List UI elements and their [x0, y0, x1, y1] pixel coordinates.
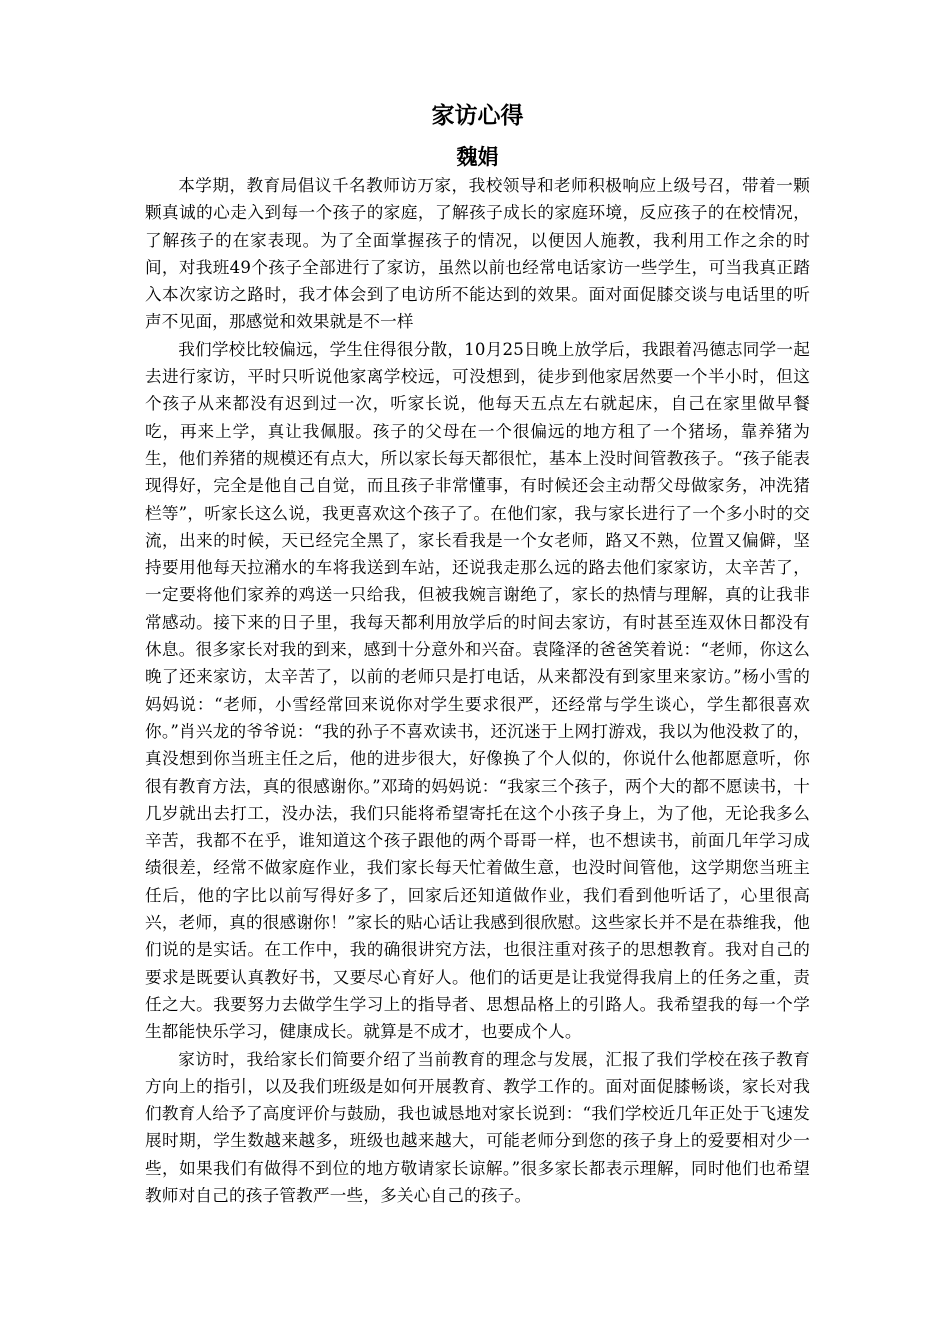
- paragraph-1: 本学期，教育局倡议千名教师访万家，我校领导和老师积极响应上级号召，带着一颗颗真诚的心走入到每一个孩子的家庭，了解孩子成长的家庭环境，反应孩子的在校情况，了解孩子的在家表现。为了全面掌握孩子的情况，以便因人施教，我利用工作之余的时间，对我班49个孩子全部进行了家访，虽然以前也经常电话家访一些学生，可当我真正踏入本次家访之路时，我才体会到了电访所不能达到的效果。面对面促膝交谈与电话里的听声不见面，那感觉和效果就是不一样: [145, 176, 810, 332]
- document-title: 家访心得: [431, 103, 524, 129]
- paragraph-2: 我们学校比较偏远，学生住得很分散，10月25日晚上放学后，我跟着冯德志同学一起去进行家访，平时只听说他家离学校远，可没想到，徒步到他家居然要一个半小时，但这个孩子从来都没有迟到过一次，听家长说，他每天五点左右就起床，自己在家里做早餐吃，再来上学，真让我佩服。孩子的父母在一个很偏远的地方租了一个猪场，靠养猪为生，他们养猪的规模还有点大，所以家长每天都很忙，基本上没时间管教孩子。“孩子能表现得好，完全是他自己自觉，而且孩子非常懂事，有时候还会主动帮父母做家务，冲洗猪栏等”，听家长这么说，我更喜欢这个孩子了。在他们家，我与家长进行了一个多小时的交流，出来的时候，天已经完全黑了，家长看我是一个女老师，路又不熟，位置又偏僻，坚持要用他每天拉潲水的车将我送到车站，还说我走那么远的路去他们家家访，太辛苦了，一定要将他们家养的鸡送一只给我，但被我婉言谢绝了，家长的热情与理解，真的让我非常感动。接下来的日子里，我每天都利用放学后的时间去家访，有时甚至连双休日都没有休息。很多家长对我的到来，感到十分意外和兴奋。袁隆泽的爸爸笑着说：“老师，你这么晚了还来家访，太辛苦了，以前的老师只是打电话，从来都没有到家里来家访。”杨小雪的妈妈说：“老师，小雪经常回来说你对学生要求很严，还经常与学生谈心，学生都很喜欢你。”肖兴龙的爷爷说：“我的孙子不喜欢读书，还沉迷于上网打游戏，我以为他没救了的，真没想到你当班主任之后，他的进步很大，好像换了个人似的，你说什么他都愿意听，你很有教育方法，真的很感谢你。”邓琦的妈妈说：“我家三个孩子，两个大的都不愿读书，十几岁就出去打工，没办法，我们只能将希望寄托在这个小孩子身上，为了他，无论我多么辛苦，我都不在乎，谁知道这个孩子跟他的两个哥哥一样，也不想读书，前面几年学习成绩很差，经常不做家庭作业，我们家长每天忙着做生意，也没时间管他，这学期您当班主任后，他的字比以前写得好多了，回家后还知道做作业，我们看到他听话了，心里很高兴，老师，真的很感谢你！”家长的贴心话让我感到很欣慰。这些家长并不是在恭维我，他们说的是实话。在工作中，我的确很讲究方法，也很注重对孩子的思想教育。我对自己的要求是既要认真教好书，又要尽心育好人。他们的话更是让我觉得我肩上的任务之重，责任之大。我要努力去做学生学习上的指导者、思想品格上的引路人。我希望我的每一个学生都能快乐学习，健康成长。就算是不成才，也要成个人。: [145, 339, 810, 1042]
- document-page: [145, 100, 810, 1209]
- paragraph-3: 家访时，我给家长们简要介绍了当前教育的理念与发展，汇报了我们学校在孩子教育方向上的指引，以及我们班级是如何开展教育、教学工作的。面对面促膝畅谈，家长对我们教育人给予了高度评价与鼓励，我也诚恳地对家长说到：“我们学校近几年正处于飞速发展时期，学生数越来越多，班级也越来越大，可能老师分到您的孩子身上的爱要相对少一些，如果我们有做得不到位的地方敬请家长谅解。”很多家长都表示理解，同时他们也希望教师对自己的孩子管教严一些，多关心自己的孩子。: [145, 1049, 810, 1205]
- document-author: 魏娟: [456, 145, 499, 169]
